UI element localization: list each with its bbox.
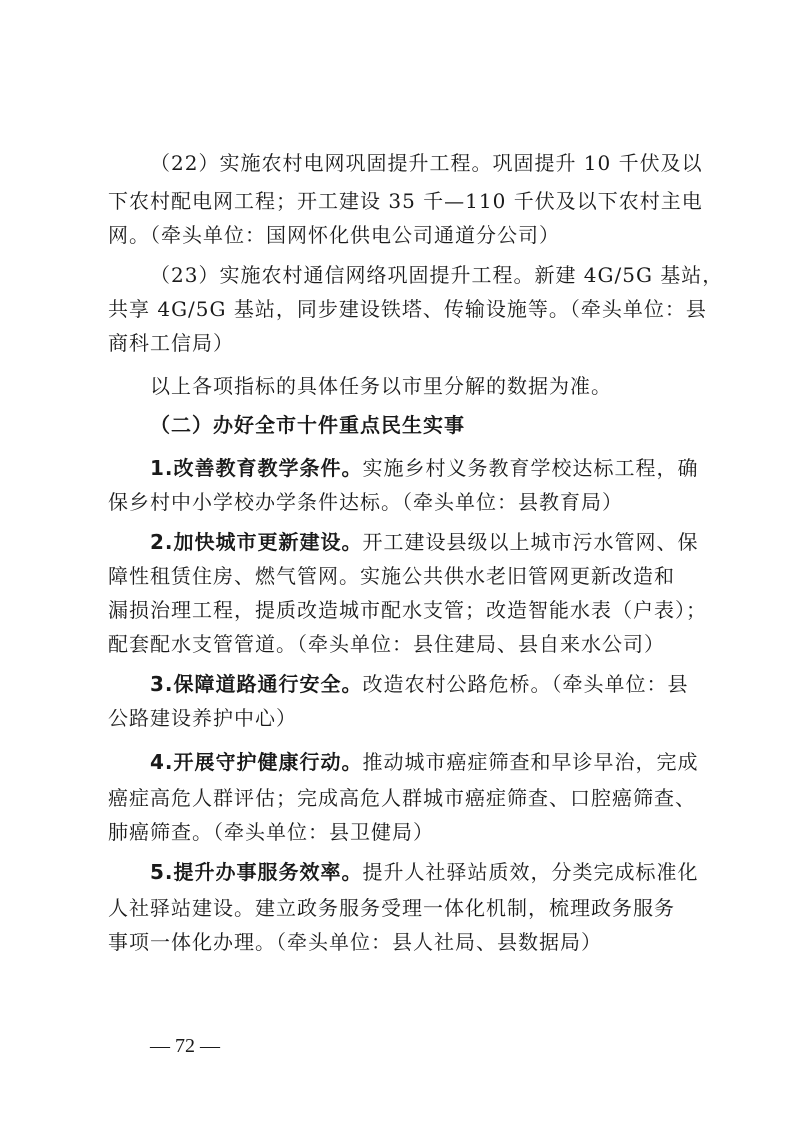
item-5-line-2: 人社驿站建设。建立政务服务受理一体化机制，梳理政务服务 [108,896,675,920]
section-heading: （二）办好全市十件重点民生实事 [150,413,465,437]
item-1-line-2: 保乡村中小学校办学条件达标。（牵头单位：县教育局） [108,490,623,514]
item-5-line-3: 事项一体化办理。（牵头单位：县人社局、县数据局） [108,930,602,954]
paragraph-23-line-1: （23）实施农村通信网络巩固提升工程。新建 4G/5G 基站， [150,263,724,287]
paragraph-22-line-2: 下农村配电网工程；开工建设 35 千—110 千伏及以下农村主电 [108,189,703,213]
item-4-text: 推动城市癌症筛查和早诊早治，完成 [362,750,699,774]
item-3-line-1 [0,672,793,696]
item-1-title: 1.改善教育教学条件。 [150,456,363,480]
item-5-text: 提升人社驿站质效，分类完成标准化 [362,860,699,884]
item-2-line-1 [0,530,793,554]
item-2-line-2: 障性租赁住房、燃气管网。实施公共供水老旧管网更新改造和 [108,564,675,588]
item-2-title: 2.加快城市更新建设。 [150,530,363,554]
paragraph-22-line-3: 网。（牵头单位：国网怀化供电公司通道分公司） [108,223,560,247]
item-2-line-3: 漏损治理工程，提质改造城市配水支管；改造智能水表（户表）； [108,598,707,622]
paragraph-23-line-3: 商科工信局） [108,331,234,355]
item-4-line-2: 癌症高危人群评估；完成高危人群城市癌症筛查、口腔癌筛查、 [108,786,696,810]
item-1-line-1 [0,456,793,480]
item-2-text: 开工建设县级以上城市污水管网、保 [362,530,699,554]
paragraph-23-line-2: 共享 4G/5G 基站，同步建设铁塔、传输设施等。（牵头单位：县 [108,297,707,321]
paragraph-22-line-1: （22）实施农村电网巩固提升工程。巩固提升 10 千伏及以 [150,151,703,175]
item-4-title: 4.开展守护健康行动。 [150,750,363,774]
indicator-note: 以上各项指标的具体任务以市里分解的数据为准。 [150,374,612,398]
page-number: — 72 — [150,1035,220,1057]
item-5-title: 5.提升办事服务效率。 [150,860,363,884]
item-3-title: 3.保障道路通行安全。 [150,672,363,696]
item-2-line-4: 配套配水支管管道。（牵头单位：县住建局、县自来水公司） [108,632,665,656]
item-3-text: 改造农村公路危桥。（牵头单位：县 [362,672,689,696]
item-3-line-2: 公路建设养护中心） [108,706,297,730]
item-1-text: 实施乡村义务教育学校达标工程，确 [362,456,699,480]
item-5-line-1 [0,860,793,884]
item-4-line-1 [0,750,793,774]
item-4-line-3: 肺癌筛查。（牵头单位：县卫健局） [108,820,434,844]
